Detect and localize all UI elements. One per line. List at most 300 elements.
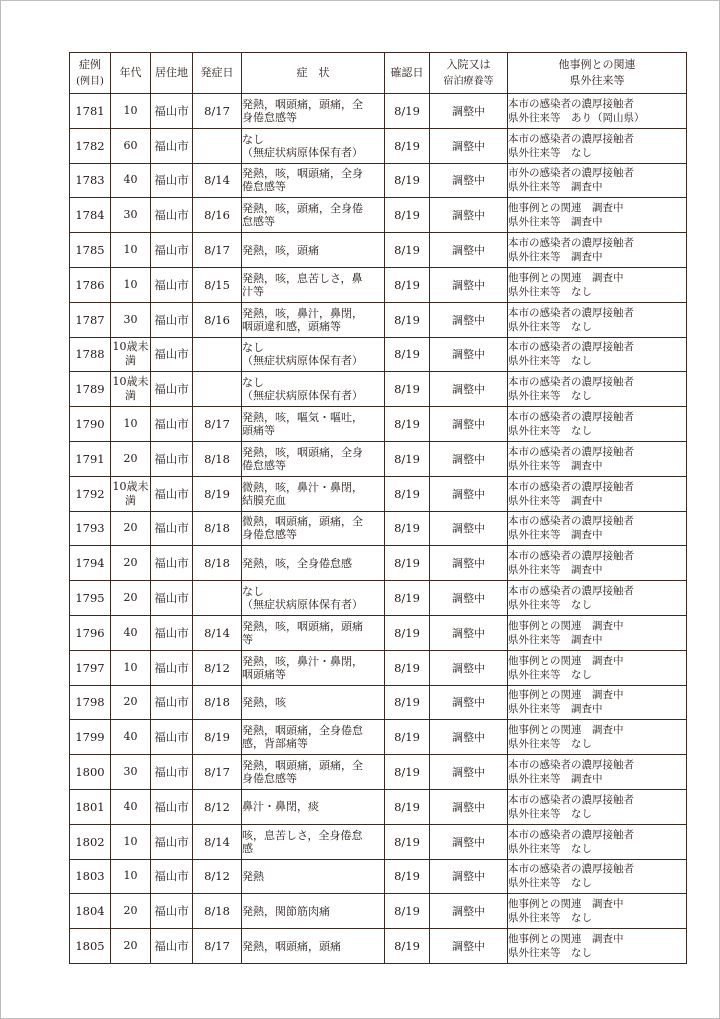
symptoms-cell [242,407,385,442]
relation-cell [508,859,687,894]
relation-cell [508,163,687,198]
confirmed-date-cell: 8/19 [385,581,430,616]
confirmed-date-cell: 8/19 [385,302,430,337]
header-row [70,53,687,94]
case-number-cell: 1799 [70,720,111,755]
relation-cell [508,407,687,442]
confirmed-date-cell: 8/19 [385,789,430,824]
symptoms-line: なし [242,376,264,390]
case-number-cell: 1793 [70,511,111,546]
confirmed-date-cell: 8/19 [385,511,430,546]
age-cell: 20 [111,685,151,720]
relation-line: 県外往来等 調査中 [508,773,603,786]
symptoms-line: 発熱，咳，咽頭痛，全身 [242,445,363,459]
relation-cell [508,720,687,755]
relation-cell [508,615,687,650]
relation-line: 他事例との関連 調査中 [508,933,624,946]
relation-cell [508,441,687,476]
age-cell: 60 [111,128,151,163]
symptoms-cell [242,94,385,129]
relation-line: 県外往来等 なし [508,668,592,681]
header-residence: 居住地 [151,53,193,94]
relation-line: 市外の感染者の濃厚接触者 [508,167,634,180]
confirmed-date-cell: 8/19 [385,233,430,268]
relation-line: 本市の感染者の濃厚接触者 [508,828,634,841]
residence-cell: 福山市 [151,128,193,163]
symptoms-line: 鼻汁・鼻閉，痰 [242,800,319,814]
symptoms-cell [242,755,385,790]
relation-line: 県外往来等 なし [508,842,592,855]
hospitalization-status-cell: 調整中 [430,128,508,163]
table-row [70,650,687,685]
residence-cell: 福山市 [151,685,193,720]
age-cell: 10 [111,267,151,302]
age-cell: 30 [111,198,151,233]
relation-cell [508,755,687,790]
header-onset: 発症日 [193,53,242,94]
symptoms-line: 怠感等 [242,215,275,229]
case-table [69,52,687,964]
relation-line: 他事例との関連 調査中 [508,619,624,632]
confirmed-date-cell: 8/19 [385,128,430,163]
relation-line: 県外往来等 調査中 [508,251,603,264]
onset-date-cell: 8/14 [193,615,242,650]
onset-date-cell: 8/12 [193,789,242,824]
residence-cell: 福山市 [151,511,193,546]
symptoms-cell [242,441,385,476]
hospitalization-status-cell: 調整中 [430,720,508,755]
table-row [70,198,687,233]
relation-line: 県外往来等 なし [508,285,592,298]
header-hospitalization: 入院又は 宿泊療養等 [430,53,508,94]
table-row [70,94,687,129]
age-cell: 10 [111,650,151,685]
relation-cell [508,650,687,685]
residence-cell: 福山市 [151,163,193,198]
onset-date-cell: 8/18 [193,511,242,546]
table-row [70,755,687,790]
case-number-cell: 1785 [70,233,111,268]
case-number-cell: 1792 [70,476,111,511]
residence-cell: 福山市 [151,755,193,790]
onset-date-cell [193,372,242,407]
header-symptoms: 症 状 [242,53,385,94]
relation-line: 県外往来等 調査中 [508,564,603,577]
symptoms-line: 発熱，咽頭痛，頭痛 [242,939,341,953]
confirmed-date-cell: 8/19 [385,198,430,233]
age-cell: 20 [111,441,151,476]
residence-cell: 福山市 [151,372,193,407]
symptoms-line: （無症状病原体保有者） [242,145,363,159]
relation-line: 県外往来等 調査中 [508,181,603,194]
age-cell: 40 [111,163,151,198]
age-cell: 20 [111,929,151,964]
symptoms-line: 発熱，関節筋肉痛 [242,904,330,918]
relation-line: 本市の感染者の濃厚接触者 [508,376,634,389]
relation-line: 本市の感染者の濃厚接触者 [508,306,634,319]
table-row [70,302,687,337]
age-cell: 10 [111,407,151,442]
symptoms-line: 発熱，咳，頭痛，全身倦 [242,202,363,216]
symptoms-cell [242,163,385,198]
symptoms-line: 発熱 [242,869,264,883]
relation-cell [508,581,687,616]
residence-cell: 福山市 [151,407,193,442]
confirmed-date-cell: 8/19 [385,615,430,650]
relation-line: 県外往来等 調査中 [508,459,603,472]
symptoms-line: 身倦怠感等 [242,528,297,542]
onset-date-cell: 8/18 [193,894,242,929]
symptoms-line: 発熱，咳，全身倦怠感 [242,556,352,570]
symptoms-cell [242,233,385,268]
symptoms-line: 発熱，咳 [242,695,286,709]
age-cell: 10歳未満 [111,476,151,511]
symptoms-line: （無症状病原体保有者） [242,598,363,612]
hospitalization-status-cell: 調整中 [430,337,508,372]
confirmed-date-cell: 8/19 [385,720,430,755]
relation-line: 本市の感染者の濃厚接触者 [508,793,634,806]
relation-line: 本市の感染者の濃厚接触者 [508,132,634,145]
confirmed-date-cell: 8/19 [385,824,430,859]
hospitalization-status-cell: 調整中 [430,94,508,129]
case-number-cell: 1800 [70,755,111,790]
relation-cell [508,198,687,233]
relation-cell [508,824,687,859]
confirmed-date-cell: 8/19 [385,546,430,581]
age-cell: 10 [111,94,151,129]
symptoms-line: 身倦怠感等 [242,110,297,124]
confirmed-date-cell: 8/19 [385,372,430,407]
symptoms-line: 微熱，咽頭痛，頭痛，全 [242,515,363,529]
relation-line: 県外往来等 なし [508,320,592,333]
onset-date-cell [193,128,242,163]
table-row [70,894,687,929]
symptoms-cell [242,198,385,233]
symptoms-line: （無症状病原体保有者） [242,354,363,368]
table-row [70,581,687,616]
residence-cell: 福山市 [151,650,193,685]
relation-cell [508,894,687,929]
table-row [70,476,687,511]
symptoms-line: 発熱，咽頭痛，全身倦怠 [242,724,363,738]
relation-line: 県外往来等 調査中 [508,494,603,507]
onset-date-cell [193,337,242,372]
age-cell: 40 [111,720,151,755]
symptoms-line: 咽頭痛等 [242,667,286,681]
onset-date-cell: 8/14 [193,163,242,198]
relation-cell [508,929,687,964]
relation-cell [508,511,687,546]
symptoms-cell [242,720,385,755]
case-number-cell: 1783 [70,163,111,198]
residence-cell: 福山市 [151,546,193,581]
symptoms-cell [242,337,385,372]
symptoms-line: 微熱，咳，鼻汁・鼻閉， [242,480,363,494]
symptoms-line: 発熱，咳，頭痛 [242,243,319,257]
relation-cell [508,267,687,302]
onset-date-cell: 8/14 [193,824,242,859]
hospitalization-status-cell: 調整中 [430,198,508,233]
relation-line: 本市の感染者の濃厚接触者 [508,759,634,772]
relation-line: 他事例との関連 調査中 [508,202,624,215]
symptoms-line: 身倦怠感等 [242,772,297,786]
relation-cell [508,302,687,337]
symptoms-line: なし [242,585,264,599]
age-cell: 40 [111,615,151,650]
table-row [70,615,687,650]
onset-date-cell: 8/12 [193,859,242,894]
onset-date-cell: 8/16 [193,198,242,233]
case-number-cell: 1782 [70,128,111,163]
onset-date-cell: 8/15 [193,267,242,302]
relation-cell [508,546,687,581]
confirmed-date-cell: 8/19 [385,163,430,198]
symptoms-line: 発熱，咳，鼻汁，鼻閉， [242,306,363,320]
table-row [70,859,687,894]
relation-cell [508,94,687,129]
relation-cell [508,372,687,407]
onset-date-cell: 8/17 [193,94,242,129]
hospitalization-status-cell: 調整中 [430,372,508,407]
relation-line: 県外往来等 なし [508,877,592,890]
table-row [70,929,687,964]
symptoms-line: 感，背部痛等 [242,737,308,751]
relation-line: 県外往来等 あり（岡山県） [508,111,645,124]
residence-cell: 福山市 [151,929,193,964]
confirmed-date-cell: 8/19 [385,337,430,372]
case-number-cell: 1788 [70,337,111,372]
case-number-cell: 1795 [70,581,111,616]
symptoms-cell [242,372,385,407]
hospitalization-status-cell: 調整中 [430,859,508,894]
relation-cell [508,685,687,720]
symptoms-cell [242,650,385,685]
header-relation: 他事例との関連 県外往来等 [508,53,687,94]
symptoms-cell [242,128,385,163]
relation-cell [508,337,687,372]
age-cell: 10歳未満 [111,337,151,372]
age-cell: 30 [111,302,151,337]
symptoms-cell [242,476,385,511]
relation-line: 県外往来等 調査中 [508,529,603,542]
relation-cell [508,476,687,511]
hospitalization-status-cell: 調整中 [430,441,508,476]
case-number-cell: 1787 [70,302,111,337]
onset-date-cell: 8/16 [193,302,242,337]
confirmed-date-cell: 8/19 [385,407,430,442]
relation-line: 本市の感染者の濃厚接触者 [508,411,634,424]
case-number-cell: 1790 [70,407,111,442]
residence-cell: 福山市 [151,233,193,268]
onset-date-cell: 8/18 [193,441,242,476]
header-case: 症例 (例目) [70,53,111,94]
relation-line: 他事例との関連 調査中 [508,654,624,667]
relation-line: 県外往来等 なし [508,738,592,751]
relation-line: 本市の感染者の濃厚接触者 [508,550,634,563]
confirmed-date-cell: 8/19 [385,476,430,511]
residence-cell: 福山市 [151,720,193,755]
residence-cell: 福山市 [151,581,193,616]
hospitalization-status-cell: 調整中 [430,824,508,859]
confirmed-date-cell: 8/19 [385,755,430,790]
residence-cell: 福山市 [151,94,193,129]
relation-line: 他事例との関連 調査中 [508,689,624,702]
symptoms-line: 咽頭違和感，頭痛等 [242,319,341,333]
table-row [70,546,687,581]
case-number-cell: 1802 [70,824,111,859]
symptoms-cell [242,581,385,616]
table-row [70,337,687,372]
case-number-cell: 1789 [70,372,111,407]
onset-date-cell: 8/12 [193,650,242,685]
hospitalization-status-cell: 調整中 [430,546,508,581]
symptoms-line: 結膜充血 [242,493,286,507]
relation-line: 県外往来等 なし [508,912,592,925]
symptoms-cell [242,859,385,894]
onset-date-cell: 8/18 [193,546,242,581]
onset-date-cell: 8/17 [193,929,242,964]
hospitalization-status-cell: 調整中 [430,476,508,511]
relation-cell [508,789,687,824]
table-row [70,789,687,824]
header-age: 年代 [111,53,151,94]
case-number-cell: 1801 [70,789,111,824]
table-row [70,372,687,407]
symptoms-line: 感 [242,841,253,855]
symptoms-line: 発熱，咽頭痛，頭痛，全 [242,759,363,773]
relation-line: 本市の感染者の濃厚接触者 [508,480,634,493]
relation-line: 他事例との関連 調査中 [508,898,624,911]
relation-line: 県外往来等 なし [508,425,592,438]
hospitalization-status-cell: 調整中 [430,685,508,720]
onset-date-cell: 8/17 [193,407,242,442]
relation-line: 県外往来等 なし [508,599,592,612]
age-cell: 10 [111,859,151,894]
hospitalization-status-cell: 調整中 [430,233,508,268]
table-row [70,720,687,755]
hospitalization-status-cell: 調整中 [430,302,508,337]
table-row [70,128,687,163]
table-row [70,163,687,198]
relation-line: 本市の感染者の濃厚接触者 [508,237,634,250]
header-confirmed: 確認日 [385,53,430,94]
age-cell: 20 [111,546,151,581]
residence-cell: 福山市 [151,441,193,476]
relation-line: 県外往来等 なし [508,947,592,960]
relation-line: 他事例との関連 調査中 [508,724,624,737]
confirmed-date-cell: 8/19 [385,94,430,129]
confirmed-date-cell: 8/19 [385,267,430,302]
symptoms-line: 汁等 [242,284,264,298]
symptoms-cell [242,267,385,302]
symptoms-line: 発熱，咳，息苦しさ，鼻 [242,271,363,285]
table-row [70,824,687,859]
symptoms-line: なし [242,132,264,146]
onset-date-cell [193,581,242,616]
table-row [70,511,687,546]
residence-cell: 福山市 [151,789,193,824]
residence-cell: 福山市 [151,337,193,372]
residence-cell: 福山市 [151,615,193,650]
hospitalization-status-cell: 調整中 [430,615,508,650]
case-number-cell: 1791 [70,441,111,476]
relation-line: 県外往来等 なし [508,390,592,403]
confirmed-date-cell: 8/19 [385,894,430,929]
relation-line: 県外往来等 調査中 [508,633,603,646]
relation-cell [508,128,687,163]
relation-line: 県外往来等 調査中 [508,703,603,716]
residence-cell: 福山市 [151,859,193,894]
hospitalization-status-cell: 調整中 [430,581,508,616]
residence-cell: 福山市 [151,894,193,929]
age-cell: 10歳未満 [111,372,151,407]
relation-line: 県外往来等 なし [508,807,592,820]
age-cell: 40 [111,789,151,824]
symptoms-line: 発熱，咳，咽頭痛，全身 [242,167,363,181]
symptoms-line: 倦怠感等 [242,458,286,472]
onset-date-cell: 8/19 [193,476,242,511]
symptoms-cell [242,929,385,964]
confirmed-date-cell: 8/19 [385,650,430,685]
hospitalization-status-cell: 調整中 [430,755,508,790]
age-cell: 10 [111,824,151,859]
case-number-cell: 1784 [70,198,111,233]
symptoms-cell [242,824,385,859]
residence-cell: 福山市 [151,198,193,233]
onset-date-cell: 8/17 [193,233,242,268]
symptoms-cell [242,511,385,546]
age-cell: 20 [111,581,151,616]
symptoms-line: 発熱，咳，鼻汁・鼻閉， [242,654,363,668]
confirmed-date-cell: 8/19 [385,929,430,964]
symptoms-line: 発熱，咽頭痛，頭痛，全 [242,97,363,111]
case-number-cell: 1794 [70,546,111,581]
symptoms-cell [242,302,385,337]
relation-line: 県外往来等 調査中 [508,216,603,229]
case-number-cell: 1804 [70,894,111,929]
residence-cell: 福山市 [151,302,193,337]
symptoms-line: 倦怠感等 [242,180,286,194]
table-row [70,407,687,442]
symptoms-cell [242,685,385,720]
hospitalization-status-cell: 調整中 [430,163,508,198]
relation-line: 他事例との関連 調査中 [508,271,624,284]
hospitalization-status-cell: 調整中 [430,894,508,929]
relation-cell [508,233,687,268]
relation-line: 本市の感染者の濃厚接触者 [508,445,634,458]
age-cell: 20 [111,511,151,546]
confirmed-date-cell: 8/19 [385,441,430,476]
symptoms-line: 等 [242,632,253,646]
symptoms-cell [242,789,385,824]
table-row [70,441,687,476]
symptoms-line: 発熱，咳，咽頭痛，頭痛 [242,619,363,633]
symptoms-line: 頭痛等 [242,424,275,438]
symptoms-cell [242,615,385,650]
hospitalization-status-cell: 調整中 [430,789,508,824]
confirmed-date-cell: 8/19 [385,859,430,894]
table-row [70,685,687,720]
hospitalization-status-cell: 調整中 [430,929,508,964]
relation-line: 本市の感染者の濃厚接触者 [508,863,634,876]
case-number-cell: 1798 [70,685,111,720]
residence-cell: 福山市 [151,476,193,511]
relation-line: 県外往来等 なし [508,146,592,159]
hospitalization-status-cell: 調整中 [430,267,508,302]
case-number-cell: 1796 [70,615,111,650]
age-cell: 30 [111,755,151,790]
symptoms-line: 発熱，咳，嘔気・嘔吐， [242,411,363,425]
